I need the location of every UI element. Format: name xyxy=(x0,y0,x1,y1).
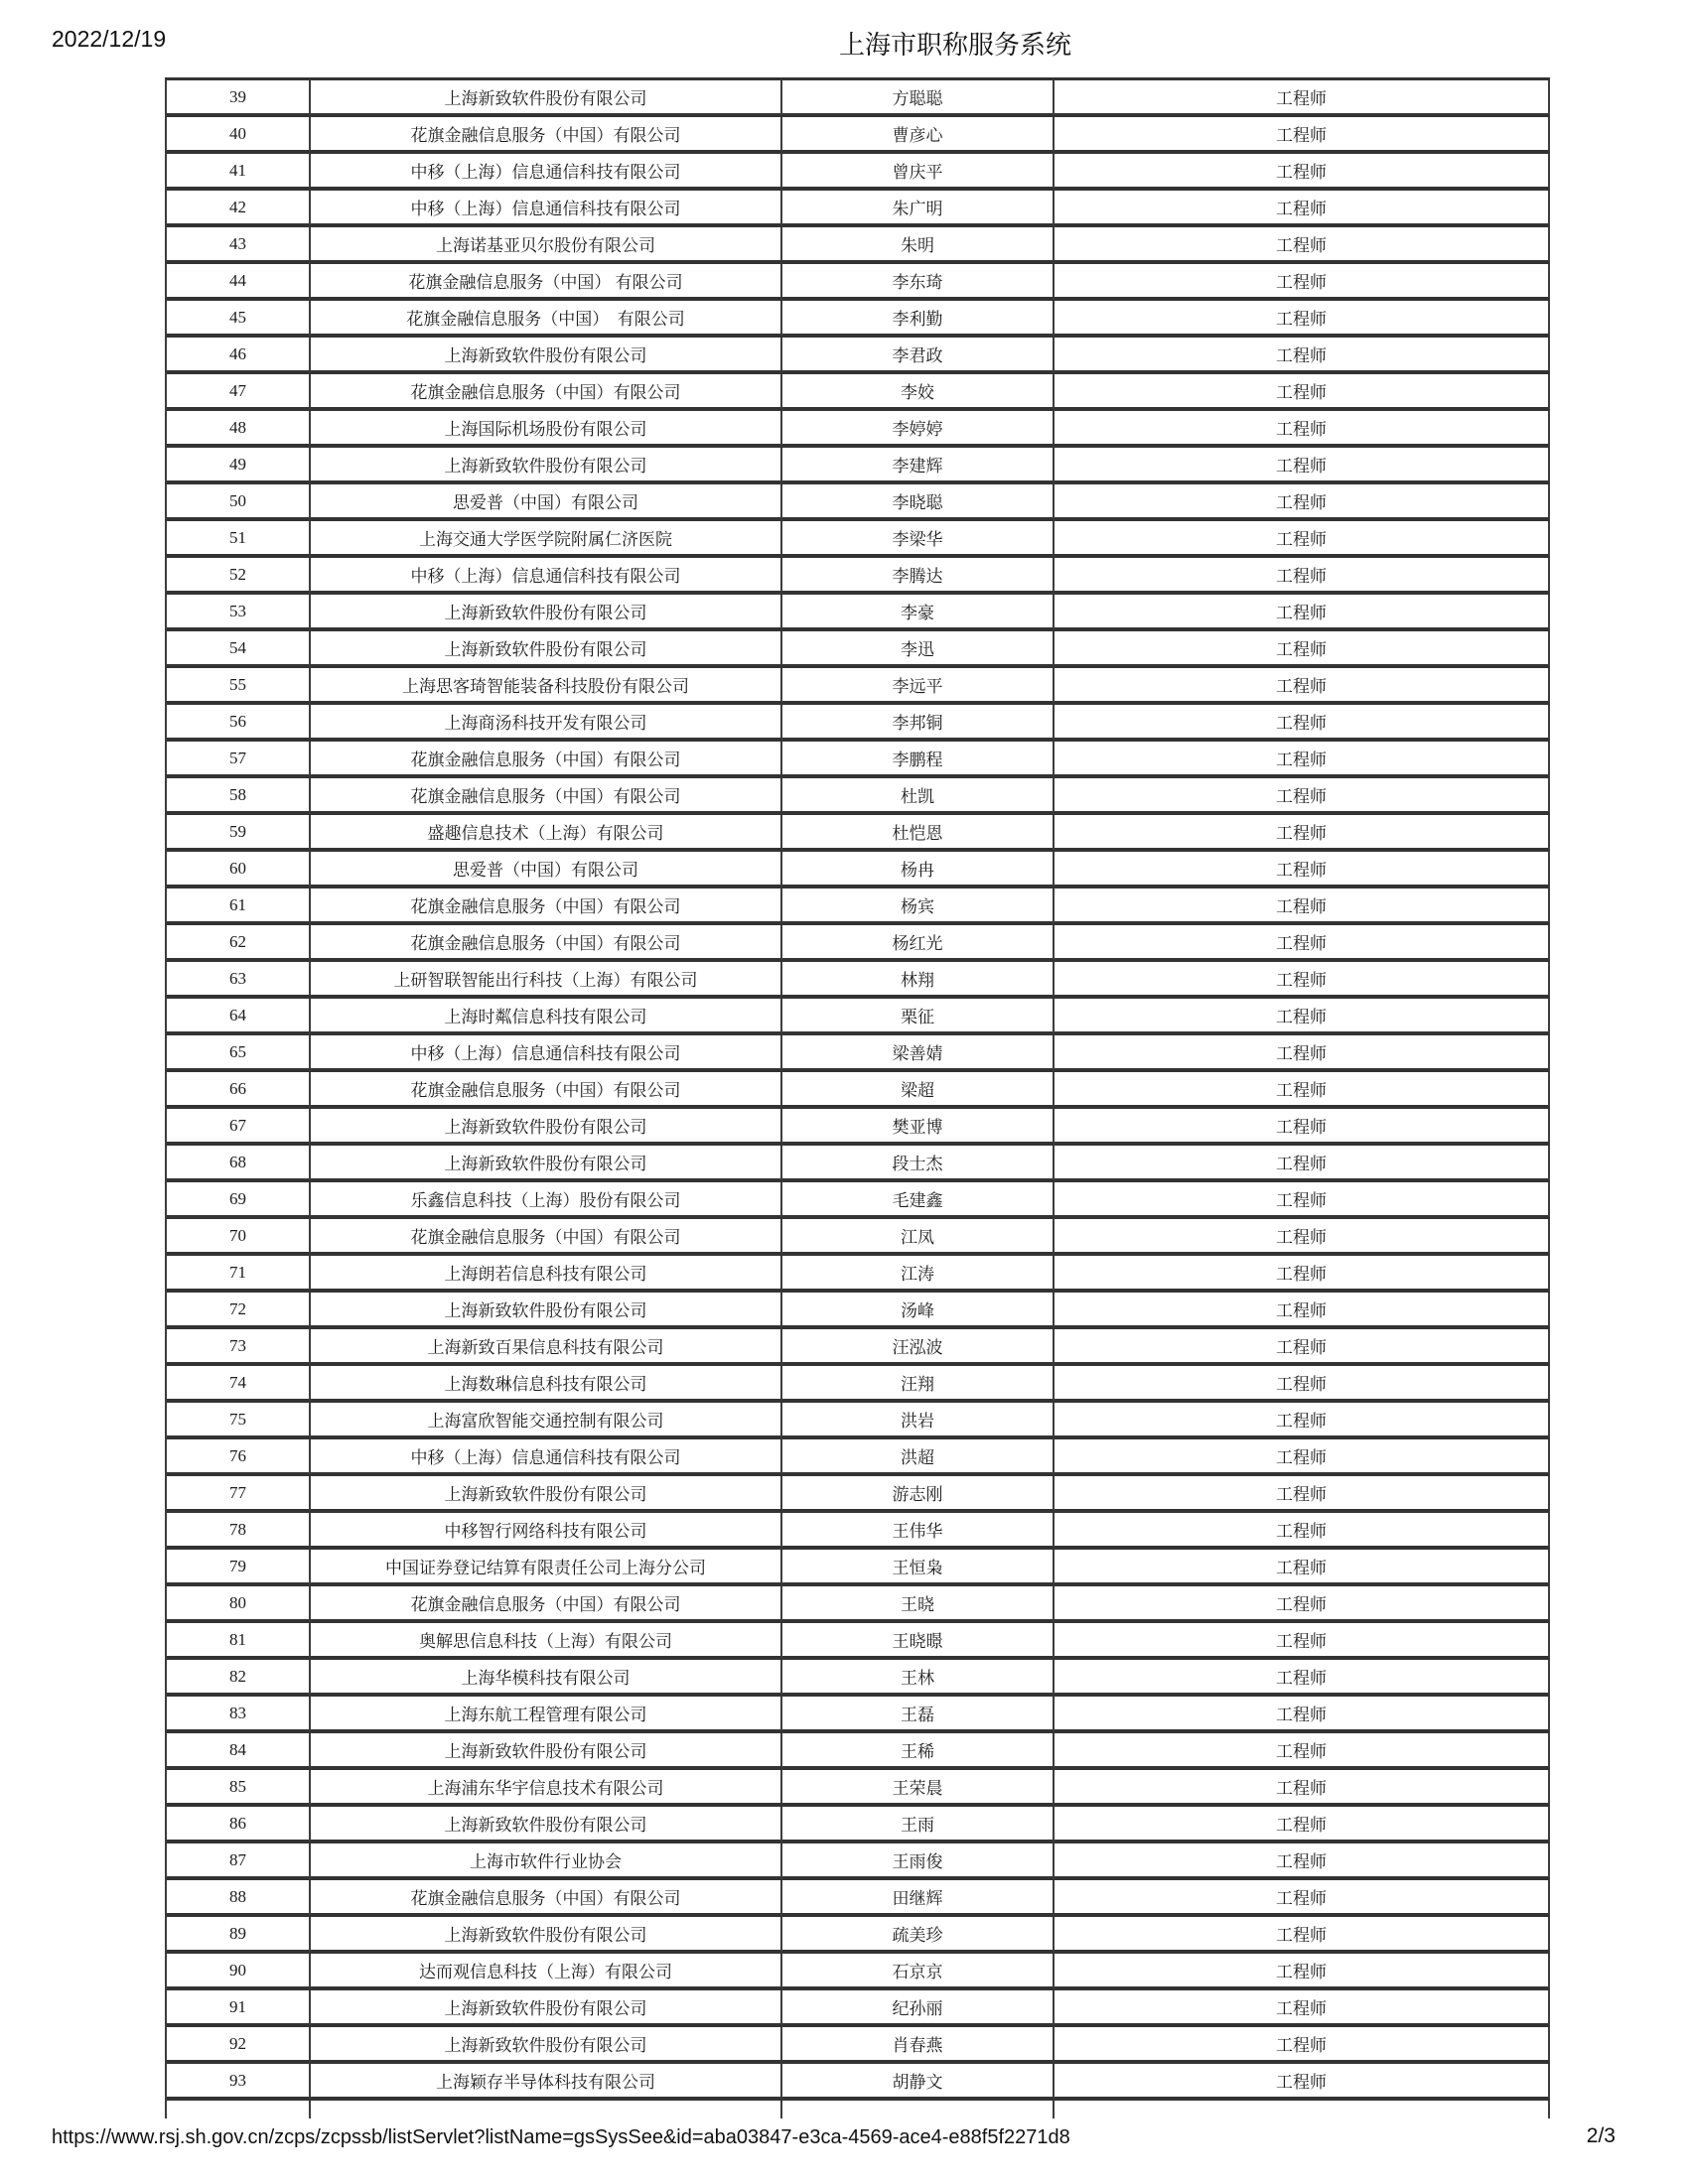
cell-title: 工程师 xyxy=(1055,117,1550,154)
table-row xyxy=(167,888,1550,925)
cell-no: 75 xyxy=(167,1403,311,1439)
cell-title: 工程师 xyxy=(1055,1219,1550,1256)
cell-company: 上海新致软件股份有限公司 xyxy=(311,1917,782,1954)
cell-title: 工程师 xyxy=(1055,411,1550,448)
cell-name: 汪泓波 xyxy=(782,1329,1055,1366)
table-row xyxy=(167,1513,1550,1550)
cell-name: 方聪聪 xyxy=(782,80,1055,117)
cell-company: 上海新致软件股份有限公司 xyxy=(311,595,782,631)
table-row xyxy=(167,411,1550,448)
cell-no: 93 xyxy=(167,2064,311,2101)
cell-no: 88 xyxy=(167,1880,311,1917)
records-table-body xyxy=(167,80,1550,2118)
cell-title: 工程师 xyxy=(1055,1586,1550,1623)
cell-company: 思爱普（中国）有限公司 xyxy=(311,484,782,521)
cell-title: 工程师 xyxy=(1055,1990,1550,2027)
table-row xyxy=(167,778,1550,815)
cell-name: 田继辉 xyxy=(782,1880,1055,1917)
cell-no-empty xyxy=(167,2101,311,2118)
cell-no: 43 xyxy=(167,227,311,264)
cell-company: 上海新致软件股份有限公司 xyxy=(311,338,782,374)
cell-no: 78 xyxy=(167,1513,311,1550)
cell-no: 51 xyxy=(167,521,311,558)
cell-no: 70 xyxy=(167,1219,311,1256)
cell-name: 杨宾 xyxy=(782,888,1055,925)
cell-name: 石京京 xyxy=(782,1954,1055,1990)
cell-no: 73 xyxy=(167,1329,311,1366)
cell-company: 上海数琳信息科技有限公司 xyxy=(311,1366,782,1403)
cell-company: 中国证券登记结算有限责任公司上海分公司 xyxy=(311,1550,782,1586)
cell-no: 60 xyxy=(167,852,311,888)
cell-no: 41 xyxy=(167,154,311,191)
cell-name: 杜凯 xyxy=(782,778,1055,815)
cell-no: 48 xyxy=(167,411,311,448)
table-row xyxy=(167,301,1550,338)
cell-no: 85 xyxy=(167,1770,311,1807)
cell-company: 花旗金融信息服务（中国）有限公司 xyxy=(311,925,782,962)
cell-title: 工程师 xyxy=(1055,1770,1550,1807)
cell-company: 上海朗若信息科技有限公司 xyxy=(311,1256,782,1293)
cell-name: 洪超 xyxy=(782,1439,1055,1476)
cell-title: 工程师 xyxy=(1055,558,1550,595)
cell-no: 83 xyxy=(167,1697,311,1733)
table-row xyxy=(167,1770,1550,1807)
cell-title: 工程师 xyxy=(1055,1623,1550,1660)
table-row xyxy=(167,521,1550,558)
cell-name: 王林 xyxy=(782,1660,1055,1697)
cell-company: 中移智行网络科技有限公司 xyxy=(311,1513,782,1550)
cell-company: 上海市软件行业协会 xyxy=(311,1843,782,1880)
cell-company: 盛趣信息技术（上海）有限公司 xyxy=(311,815,782,852)
cell-title: 工程师 xyxy=(1055,1807,1550,1843)
cell-name: 江凤 xyxy=(782,1219,1055,1256)
cell-title: 工程师 xyxy=(1055,1109,1550,1146)
cell-name: 肖春燕 xyxy=(782,2027,1055,2064)
table-row xyxy=(167,1843,1550,1880)
cell-name: 樊亚博 xyxy=(782,1109,1055,1146)
cell-no: 54 xyxy=(167,631,311,668)
cell-name: 江涛 xyxy=(782,1256,1055,1293)
cell-name: 李梁华 xyxy=(782,521,1055,558)
table-row xyxy=(167,374,1550,411)
cell-company: 上研智联智能出行科技（上海）有限公司 xyxy=(311,962,782,999)
cell-title: 工程师 xyxy=(1055,374,1550,411)
cell-name: 李建辉 xyxy=(782,448,1055,484)
table-row xyxy=(167,1109,1550,1146)
cell-no: 44 xyxy=(167,264,311,301)
cell-no: 71 xyxy=(167,1256,311,1293)
table-row xyxy=(167,1219,1550,1256)
table-row xyxy=(167,1623,1550,1660)
cell-title: 工程师 xyxy=(1055,1146,1550,1182)
cell-no: 49 xyxy=(167,448,311,484)
cell-company: 上海华模科技有限公司 xyxy=(311,1660,782,1697)
cell-company: 花旗金融信息服务（中国）有限公司 xyxy=(311,778,782,815)
cell-name: 毛建鑫 xyxy=(782,1182,1055,1219)
page-title: 上海市职称服务系统 xyxy=(839,30,1072,60)
cell-company: 上海新致软件股份有限公司 xyxy=(311,1109,782,1146)
cell-no: 68 xyxy=(167,1146,311,1182)
cell-title: 工程师 xyxy=(1055,888,1550,925)
cell-company: 上海交通大学医学院附属仁济医院 xyxy=(311,521,782,558)
cell-name: 王晓暻 xyxy=(782,1623,1055,1660)
cell-title: 工程师 xyxy=(1055,227,1550,264)
cell-no: 61 xyxy=(167,888,311,925)
cell-company: 花旗金融信息服务（中国） 有限公司 xyxy=(311,264,782,301)
cell-no: 87 xyxy=(167,1843,311,1880)
cell-title: 工程师 xyxy=(1055,1954,1550,1990)
cell-company-empty xyxy=(311,2101,782,2118)
cell-title: 工程师 xyxy=(1055,1917,1550,1954)
cell-title: 工程师 xyxy=(1055,852,1550,888)
cell-title: 工程师 xyxy=(1055,1035,1550,1072)
cell-company: 中移（上海）信息通信科技有限公司 xyxy=(311,191,782,227)
cell-title: 工程师 xyxy=(1055,264,1550,301)
table-row xyxy=(167,705,1550,742)
cell-company: 花旗金融信息服务（中国）有限公司 xyxy=(311,1586,782,1623)
cell-company: 中移（上海）信息通信科技有限公司 xyxy=(311,1439,782,1476)
cell-no: 45 xyxy=(167,301,311,338)
cell-company: 上海东航工程管理有限公司 xyxy=(311,1697,782,1733)
cell-name: 王雨俊 xyxy=(782,1843,1055,1880)
cell-no: 76 xyxy=(167,1439,311,1476)
cell-no: 42 xyxy=(167,191,311,227)
cell-title: 工程师 xyxy=(1055,1256,1550,1293)
cell-title: 工程师 xyxy=(1055,631,1550,668)
cell-title: 工程师 xyxy=(1055,778,1550,815)
cell-title-empty xyxy=(1055,2101,1550,2118)
table-row xyxy=(167,1366,1550,1403)
records-table xyxy=(165,77,1550,2118)
cell-no: 62 xyxy=(167,925,311,962)
cell-name: 汪翔 xyxy=(782,1366,1055,1403)
cell-title: 工程师 xyxy=(1055,1366,1550,1403)
cell-name: 林翔 xyxy=(782,962,1055,999)
table-row xyxy=(167,1072,1550,1109)
cell-title: 工程师 xyxy=(1055,1072,1550,1109)
cell-company: 中移（上海）信息通信科技有限公司 xyxy=(311,154,782,191)
cell-name: 李姣 xyxy=(782,374,1055,411)
cell-title: 工程师 xyxy=(1055,448,1550,484)
cell-name: 李迅 xyxy=(782,631,1055,668)
table-row xyxy=(167,117,1550,154)
cell-company: 上海商汤科技开发有限公司 xyxy=(311,705,782,742)
cell-company: 花旗金融信息服务（中国）有限公司 xyxy=(311,117,782,154)
cell-company: 上海富欣智能交通控制有限公司 xyxy=(311,1403,782,1439)
cell-company: 上海新致软件股份有限公司 xyxy=(311,1293,782,1329)
cell-company: 乐鑫信息科技（上海）股份有限公司 xyxy=(311,1182,782,1219)
cell-no: 81 xyxy=(167,1623,311,1660)
cell-no: 86 xyxy=(167,1807,311,1843)
cell-name-empty xyxy=(782,2101,1055,2118)
footer-url: https://www.rsj.sh.gov.cn/zcps/zcpssb/listServlet?listName=gsSysSee&id=aba03847-e3ca-4569-ace4-e88f5f2271d8 xyxy=(52,2126,1070,2148)
cell-name: 朱广明 xyxy=(782,191,1055,227)
cell-no: 46 xyxy=(167,338,311,374)
table-row xyxy=(167,962,1550,999)
table-row xyxy=(167,1182,1550,1219)
cell-company: 花旗金融信息服务（中国）有限公司 xyxy=(311,742,782,778)
table-row xyxy=(167,191,1550,227)
cell-company: 上海思客琦智能装备科技股份有限公司 xyxy=(311,668,782,705)
cell-name: 梁善婧 xyxy=(782,1035,1055,1072)
cell-title: 工程师 xyxy=(1055,742,1550,778)
cell-name: 汤峰 xyxy=(782,1293,1055,1329)
cell-name: 洪岩 xyxy=(782,1403,1055,1439)
table-row xyxy=(167,2064,1550,2101)
table-row xyxy=(167,852,1550,888)
table-row xyxy=(167,1586,1550,1623)
cell-company: 思爱普（中国）有限公司 xyxy=(311,852,782,888)
cell-name: 王荣晨 xyxy=(782,1770,1055,1807)
cell-company: 上海新致软件股份有限公司 xyxy=(311,1476,782,1513)
cell-no: 80 xyxy=(167,1586,311,1623)
cell-name: 纪孙丽 xyxy=(782,1990,1055,2027)
table-row xyxy=(167,154,1550,191)
table-row xyxy=(167,1293,1550,1329)
cell-no: 55 xyxy=(167,668,311,705)
cell-name: 李腾达 xyxy=(782,558,1055,595)
cell-no: 67 xyxy=(167,1109,311,1146)
table-row xyxy=(167,999,1550,1035)
cell-company: 上海国际机场股份有限公司 xyxy=(311,411,782,448)
cell-company: 达而观信息科技（上海）有限公司 xyxy=(311,1954,782,1990)
print-date: 2022/12/19 xyxy=(52,26,167,52)
table-row xyxy=(167,2027,1550,2064)
cell-title: 工程师 xyxy=(1055,301,1550,338)
cell-title: 工程师 xyxy=(1055,338,1550,374)
cell-company: 上海新致软件股份有限公司 xyxy=(311,1146,782,1182)
table-row xyxy=(167,1807,1550,1843)
cell-title: 工程师 xyxy=(1055,1476,1550,1513)
table-row xyxy=(167,227,1550,264)
cell-name: 王稀 xyxy=(782,1733,1055,1770)
cell-title: 工程师 xyxy=(1055,1697,1550,1733)
cell-company: 花旗金融信息服务（中国）有限公司 xyxy=(311,1880,782,1917)
cell-no: 65 xyxy=(167,1035,311,1072)
cell-title: 工程师 xyxy=(1055,1733,1550,1770)
cell-no: 84 xyxy=(167,1733,311,1770)
table-row xyxy=(167,1990,1550,2027)
cell-company: 上海新致软件股份有限公司 xyxy=(311,80,782,117)
table-row xyxy=(167,1917,1550,1954)
cell-name: 李婷婷 xyxy=(782,411,1055,448)
cell-name: 李远平 xyxy=(782,668,1055,705)
cell-company: 花旗金融信息服务（中国）有限公司 xyxy=(311,374,782,411)
cell-no: 72 xyxy=(167,1293,311,1329)
cell-title: 工程师 xyxy=(1055,1880,1550,1917)
cell-title: 工程师 xyxy=(1055,962,1550,999)
table-row xyxy=(167,448,1550,484)
cell-name: 曹彦心 xyxy=(782,117,1055,154)
cell-name: 段士杰 xyxy=(782,1146,1055,1182)
table-row xyxy=(167,595,1550,631)
table-row xyxy=(167,1146,1550,1182)
cell-title: 工程师 xyxy=(1055,191,1550,227)
cell-no: 89 xyxy=(167,1917,311,1954)
table-row xyxy=(167,925,1550,962)
cell-no: 79 xyxy=(167,1550,311,1586)
cell-title: 工程师 xyxy=(1055,1329,1550,1366)
cell-no: 39 xyxy=(167,80,311,117)
cell-name: 王雨 xyxy=(782,1807,1055,1843)
table-row xyxy=(167,1660,1550,1697)
cell-company: 奥解思信息科技（上海）有限公司 xyxy=(311,1623,782,1660)
cell-title: 工程师 xyxy=(1055,1660,1550,1697)
cell-no: 53 xyxy=(167,595,311,631)
cell-company: 上海颖存半导体科技有限公司 xyxy=(311,2064,782,2101)
cell-name: 李利勤 xyxy=(782,301,1055,338)
cell-title: 工程师 xyxy=(1055,521,1550,558)
cell-title: 工程师 xyxy=(1055,1843,1550,1880)
cell-no: 77 xyxy=(167,1476,311,1513)
cell-title: 工程师 xyxy=(1055,2064,1550,2101)
cell-name: 李邦铜 xyxy=(782,705,1055,742)
cell-name: 李鹏程 xyxy=(782,742,1055,778)
cell-title: 工程师 xyxy=(1055,925,1550,962)
cell-company: 中移（上海）信息通信科技有限公司 xyxy=(311,1035,782,1072)
cell-company: 上海时粼信息科技有限公司 xyxy=(311,999,782,1035)
cell-name: 梁超 xyxy=(782,1072,1055,1109)
cell-name: 王伟华 xyxy=(782,1513,1055,1550)
cell-name: 杨冉 xyxy=(782,852,1055,888)
cell-name: 李东琦 xyxy=(782,264,1055,301)
cell-company: 花旗金融信息服务（中国）有限公司 xyxy=(311,888,782,925)
cell-title: 工程师 xyxy=(1055,484,1550,521)
cell-company: 上海新致百果信息科技有限公司 xyxy=(311,1329,782,1366)
cell-no: 92 xyxy=(167,2027,311,2064)
table-row xyxy=(167,558,1550,595)
table-row xyxy=(167,80,1550,117)
cell-title: 工程师 xyxy=(1055,705,1550,742)
table-row xyxy=(167,1256,1550,1293)
cell-name: 李君政 xyxy=(782,338,1055,374)
cell-company: 花旗金融信息服务（中国）有限公司 xyxy=(311,1072,782,1109)
cell-title: 工程师 xyxy=(1055,668,1550,705)
cell-no: 59 xyxy=(167,815,311,852)
cell-company: 上海新致软件股份有限公司 xyxy=(311,2027,782,2064)
cell-name: 胡静文 xyxy=(782,2064,1055,2101)
cell-no: 40 xyxy=(167,117,311,154)
cell-name: 曾庆平 xyxy=(782,154,1055,191)
cell-name: 王晓 xyxy=(782,1586,1055,1623)
table-row xyxy=(167,815,1550,852)
cell-name: 杜恺恩 xyxy=(782,815,1055,852)
table-row xyxy=(167,264,1550,301)
cell-title: 工程师 xyxy=(1055,80,1550,117)
cell-no: 74 xyxy=(167,1366,311,1403)
cell-company: 上海新致软件股份有限公司 xyxy=(311,631,782,668)
page-number: 2/3 xyxy=(1586,2124,1616,2147)
cell-title: 工程师 xyxy=(1055,1182,1550,1219)
cell-company: 上海新致软件股份有限公司 xyxy=(311,1990,782,2027)
cell-name: 王磊 xyxy=(782,1697,1055,1733)
cell-title: 工程师 xyxy=(1055,1550,1550,1586)
cell-no: 63 xyxy=(167,962,311,999)
cell-company: 花旗金融信息服务（中国）有限公司 xyxy=(311,1219,782,1256)
cell-title: 工程师 xyxy=(1055,154,1550,191)
cell-no: 66 xyxy=(167,1072,311,1109)
cell-title: 工程师 xyxy=(1055,1439,1550,1476)
cell-company: 花旗金融信息服务（中国） 有限公司 xyxy=(311,301,782,338)
cell-title: 工程师 xyxy=(1055,595,1550,631)
cell-no: 50 xyxy=(167,484,311,521)
cell-title: 工程师 xyxy=(1055,1403,1550,1439)
cell-no: 56 xyxy=(167,705,311,742)
cell-name: 杨红光 xyxy=(782,925,1055,962)
cell-company: 上海诺基亚贝尔股份有限公司 xyxy=(311,227,782,264)
table-row xyxy=(167,1880,1550,1917)
cell-title: 工程师 xyxy=(1055,1513,1550,1550)
cell-name: 李晓聪 xyxy=(782,484,1055,521)
cell-no: 64 xyxy=(167,999,311,1035)
cell-title: 工程师 xyxy=(1055,1293,1550,1329)
cell-no: 69 xyxy=(167,1182,311,1219)
table-row xyxy=(167,1697,1550,1733)
cell-no: 47 xyxy=(167,374,311,411)
table-row xyxy=(167,1550,1550,1586)
table-row xyxy=(167,1403,1550,1439)
cell-company: 上海浦东华宇信息技术有限公司 xyxy=(311,1770,782,1807)
cell-no: 52 xyxy=(167,558,311,595)
cell-name: 李豪 xyxy=(782,595,1055,631)
table-row xyxy=(167,742,1550,778)
table-row xyxy=(167,484,1550,521)
cell-company: 上海新致软件股份有限公司 xyxy=(311,448,782,484)
cell-no: 82 xyxy=(167,1660,311,1697)
cell-title: 工程师 xyxy=(1055,2027,1550,2064)
cell-company: 上海新致软件股份有限公司 xyxy=(311,1807,782,1843)
table-row xyxy=(167,1733,1550,1770)
table-row xyxy=(167,1035,1550,1072)
cell-name: 王恒枭 xyxy=(782,1550,1055,1586)
table-row xyxy=(167,338,1550,374)
table-row xyxy=(167,1439,1550,1476)
cell-no: 90 xyxy=(167,1954,311,1990)
table-row xyxy=(167,1329,1550,1366)
cell-name: 朱明 xyxy=(782,227,1055,264)
cell-company: 中移（上海）信息通信科技有限公司 xyxy=(311,558,782,595)
cell-company: 上海新致软件股份有限公司 xyxy=(311,1733,782,1770)
table-row xyxy=(167,1476,1550,1513)
cell-name: 疏美珍 xyxy=(782,1917,1055,1954)
table-row xyxy=(167,631,1550,668)
cell-name: 游志刚 xyxy=(782,1476,1055,1513)
cell-name: 栗征 xyxy=(782,999,1055,1035)
partial-cutoff-row xyxy=(167,2101,1550,2118)
table-row xyxy=(167,1954,1550,1990)
cell-title: 工程师 xyxy=(1055,999,1550,1035)
cell-no: 57 xyxy=(167,742,311,778)
cell-no: 91 xyxy=(167,1990,311,2027)
table-row xyxy=(167,668,1550,705)
cell-title: 工程师 xyxy=(1055,815,1550,852)
cell-no: 58 xyxy=(167,778,311,815)
